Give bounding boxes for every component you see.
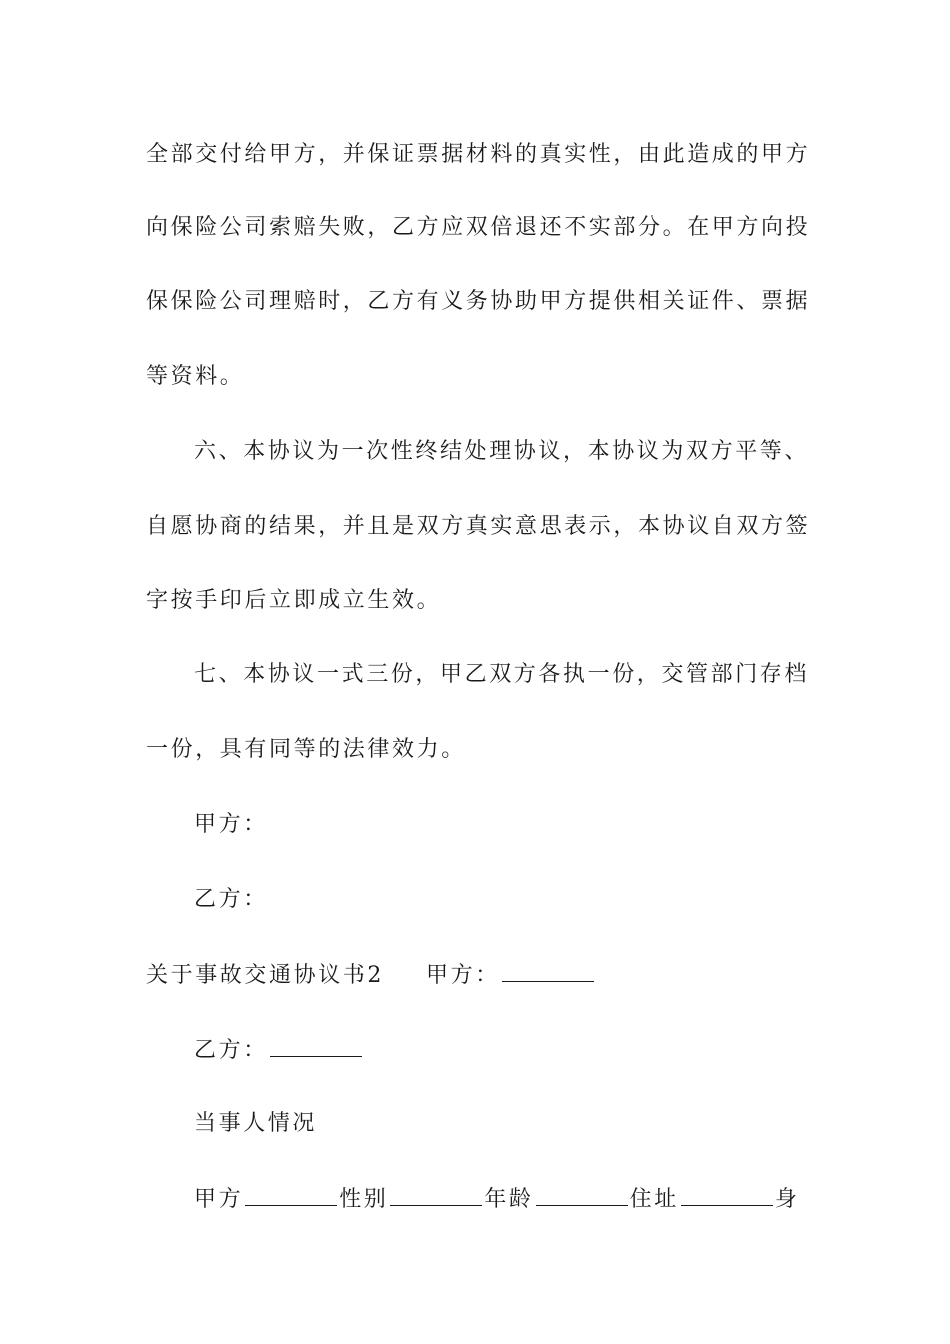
field-age: 年龄: [484, 1187, 534, 1212]
blank-gender: [390, 1183, 482, 1206]
field-party-a: 甲方: [194, 1187, 244, 1212]
party-b-line: [194, 1034, 854, 1064]
section2-title: 关于事故交通协议书2: [146, 963, 384, 988]
clause-six-line: 六、本协议为一次性终结处理协议，本协议为双方平等、: [194, 439, 810, 464]
paragraph-line: 自愿协商的结果，并且是双方真实意思表示，本协议自双方签: [146, 514, 811, 539]
field-id-start: 身: [774, 1187, 800, 1212]
field-address: 住址: [629, 1187, 679, 1212]
paragraph-line: 向保险公司索赔失败，乙方应双倍退还不实部分。在甲方向投: [146, 215, 811, 240]
blank-address: [681, 1183, 773, 1206]
paragraph-line: 全部交付给甲方，并保证票据材料的真实性，由此造成的甲方: [146, 142, 811, 167]
paragraph-line: 字按手印后立即成立生效。: [146, 588, 442, 613]
field-gender: 性别: [339, 1187, 389, 1212]
party-a-blank: [502, 959, 594, 982]
party-a-label: 甲方：: [426, 963, 500, 988]
paragraph-line: 等资料。: [146, 364, 245, 389]
blank-age: [536, 1183, 628, 1206]
paragraph-line: 一份，具有同等的法律效力。: [146, 737, 466, 762]
clause-seven-line: 七、本协议一式三份，甲乙双方各执一份，交管部门存档: [194, 662, 810, 687]
party-b-signature-label: 乙方：: [194, 887, 268, 912]
party-b-label: 乙方：: [194, 1038, 268, 1063]
party-a-fields-line: [194, 1183, 854, 1213]
paragraph-line: 保保险公司理赔时，乙方有义务协助甲方提供相关证件、票据: [146, 289, 811, 314]
party-b-blank: [270, 1034, 362, 1057]
parties-heading: 当事人情况: [194, 1111, 318, 1136]
blank-party-a-name: [245, 1183, 337, 1206]
party-a-signature-label: 甲方：: [194, 812, 268, 837]
section2-title-line: [146, 959, 806, 989]
